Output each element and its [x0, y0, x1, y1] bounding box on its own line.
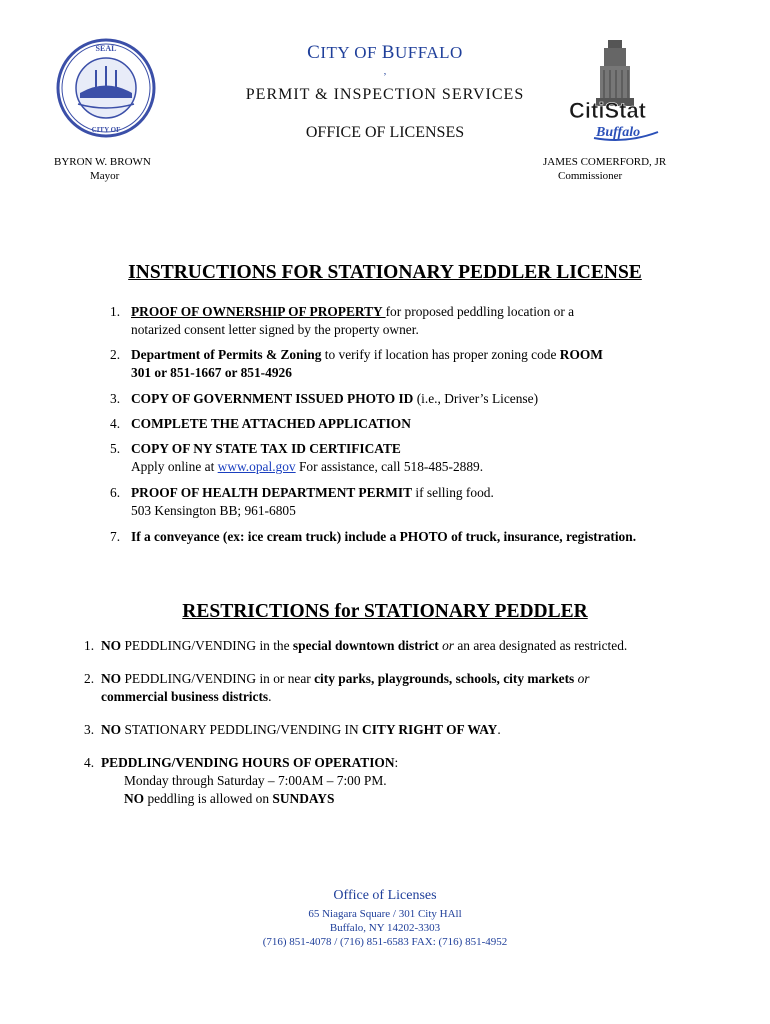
- commissioner-title: Commissioner: [558, 170, 623, 182]
- mayor-title: Mayor: [90, 170, 120, 182]
- restriction-hours: Monday through Saturday – 7:00AM – 7:00 PM. NO peddling is allowed on SUNDAYS: [124, 773, 387, 806]
- svg-text:SEAL: SEAL: [95, 44, 117, 53]
- footer-address: 65 Niagara Square / 301 City HAll: [308, 908, 462, 920]
- opal-gov-link[interactable]: www.opal.gov: [217, 459, 296, 474]
- instructions-heading: INSTRUCTIONS FOR STATIONARY PEDDLER LICENSE: [128, 262, 642, 283]
- svg-text:Buffalo: Buffalo: [596, 125, 641, 140]
- footer-phones: (716) 851-4078 / (716) 851-6583 FAX: (716) 851-4952: [262, 936, 508, 948]
- office-heading: OFFICE OF LICENSES: [305, 124, 465, 141]
- city-name-heading: CITY OF BUFFALO: [307, 42, 463, 63]
- mayor-name: BYRON W. BROWN: [54, 156, 151, 168]
- svg-text:CITY OF: CITY OF: [91, 126, 121, 134]
- header-comma: ,: [383, 66, 387, 77]
- footer-office: Office of Licenses: [333, 888, 437, 903]
- instruction-1-bold: PROOF OF OWNERSHIP OF PROPERTY: [131, 304, 386, 319]
- restrictions-heading: RESTRICTIONS for STATIONARY PEDDLER: [182, 601, 588, 622]
- department-heading: PERMIT & INSPECTION SERVICES: [245, 86, 525, 103]
- footer-city: Buffalo, NY 14202-3303: [329, 922, 441, 934]
- svg-text:CitiStat: CitiStat: [569, 98, 646, 123]
- commissioner-name: JAMES COMERFORD, JR: [543, 156, 667, 168]
